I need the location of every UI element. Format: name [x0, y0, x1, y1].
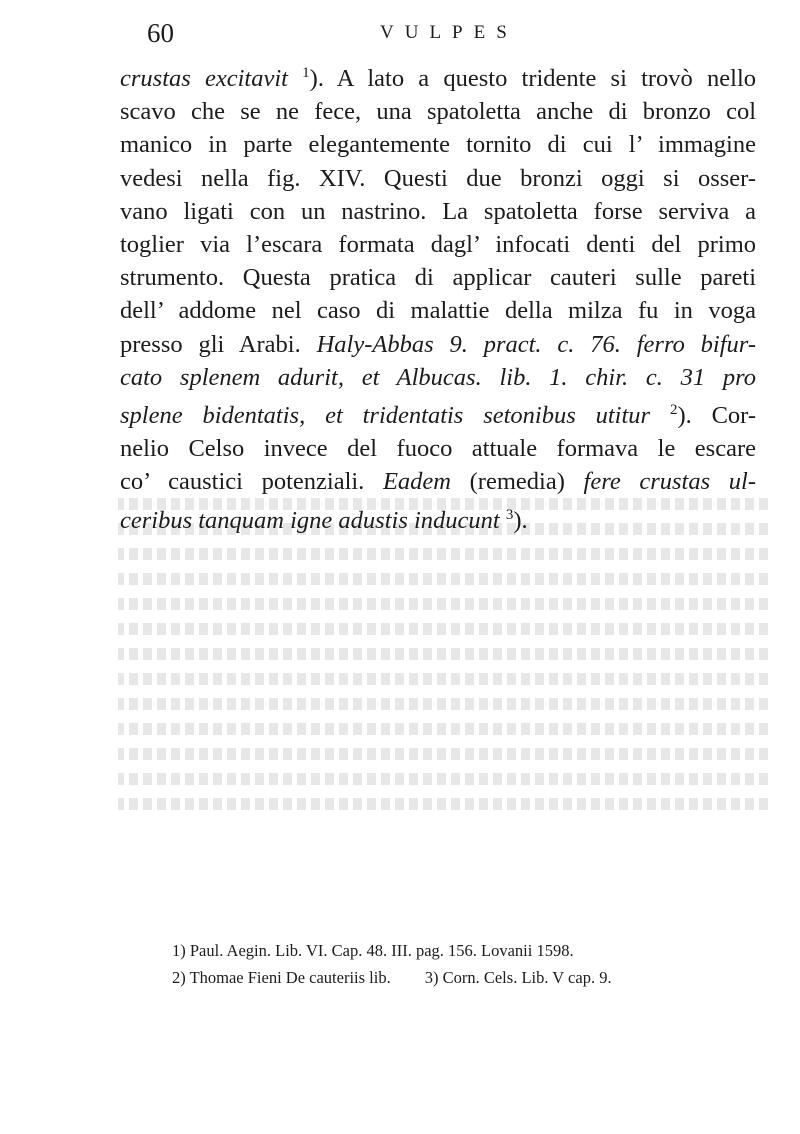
page-number: 60	[147, 18, 174, 48]
page-header	[0, 18, 800, 54]
text-line	[120, 294, 756, 327]
text-line	[120, 195, 756, 228]
footnote-2: 2) Thomae Fieni De cauteriis lib.	[172, 968, 391, 987]
footnote-row-2	[172, 964, 732, 991]
footnote-3: 3) Corn. Cels. Lib. V cap. 9.	[424, 968, 612, 987]
text-line	[120, 394, 756, 432]
text-segment: vano ligati con un nastrino. La spatoletta forse serviva a	[120, 197, 756, 225]
footnote-marker: 3	[505, 506, 514, 523]
text-segment: dell’ addome nel caso di malattie della milza fu in voga	[120, 297, 756, 325]
text-line	[120, 128, 756, 161]
show-through-texture	[118, 485, 768, 925]
text-segment: (remedia)	[451, 468, 584, 496]
text-segment: Haly-Abbas 9. pract. c. 76. ferro bifur-	[316, 330, 756, 358]
text-segment: ).	[513, 506, 528, 534]
text-segment: toglier via l’escara formata dagl’ infocati denti del primo	[120, 231, 756, 259]
text-segment: vedesi nella fig. XIV. Questi due bronzi oggi si osser-	[120, 164, 756, 192]
text-line	[120, 361, 756, 394]
text-segment: ). Cor-	[677, 402, 756, 430]
text-segment: cato splenem adurit, et Albucas. lib. 1. chir. c. 31 pro	[120, 363, 756, 391]
text-segment: strumento. Questa pratica di applicar cauteri sulle pareti	[120, 264, 756, 292]
text-segment: crustas excitavit	[120, 65, 288, 92]
text-line	[120, 162, 756, 195]
text-line	[120, 432, 756, 465]
text-segment: splene bidentatis, et tridentatis setonibus utitur	[120, 402, 651, 430]
text-segment: ). A lato a questo tridente si trovò nello	[309, 65, 756, 92]
text-segment: co’ caustici potenziali.	[120, 468, 383, 496]
text-segment: Eadem	[382, 468, 451, 496]
body-text	[120, 57, 756, 537]
text-line	[120, 95, 756, 128]
text-segment: nelio Celso invece del fuoco attuale formava le escare	[120, 435, 756, 463]
footnotes	[172, 937, 732, 991]
text-line	[120, 328, 756, 361]
footnote-marker: 2	[669, 402, 678, 419]
footnote-marker: 1	[302, 65, 310, 81]
text-segment: ceribus tanquam igne adustis inducunt	[120, 506, 500, 534]
text-line	[120, 261, 756, 294]
text-segment: presso gli Arabi.	[120, 330, 317, 358]
running-title: VULPES	[380, 22, 518, 43]
text-line	[120, 57, 756, 95]
text-line	[120, 465, 756, 498]
footnote-1: 1) Paul. Aegin. Lib. VI. Cap. 48. III. pag. 156. Lovanii 1598.	[172, 941, 574, 960]
text-line	[120, 228, 756, 261]
text-segment	[288, 65, 302, 92]
text-segment	[650, 402, 670, 429]
text-segment: fere crustas ul-	[583, 468, 756, 496]
text-line	[120, 499, 756, 537]
text-segment: scavo che se ne fece, una spatoletta anche di bronzo col	[120, 98, 756, 126]
text-segment: manico in parte elegantemente tornito di cui l’ immagine	[120, 131, 756, 159]
